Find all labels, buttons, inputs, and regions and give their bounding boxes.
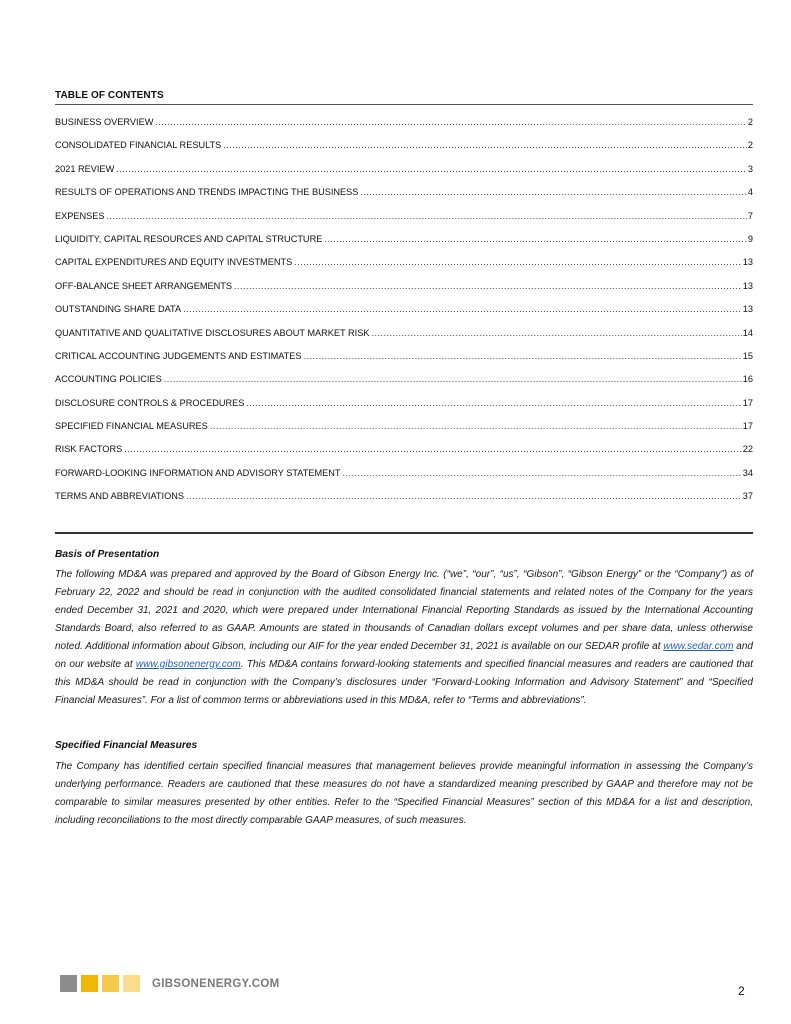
toc-leader [107, 210, 747, 222]
toc-item-label: ACCOUNTING POLICIES [55, 374, 162, 385]
toc-leader [164, 373, 742, 385]
logo-square-yellow [102, 975, 119, 992]
toc-leader [324, 233, 747, 245]
toc-item-label: DISCLOSURE CONTROLS & PROCEDURES [55, 397, 245, 408]
toc-item-page: 17 [742, 397, 753, 408]
toc-item-market-risk[interactable] [55, 327, 753, 350]
toc-item-label: RISK FACTORS [55, 444, 123, 455]
toc-item-accounting-policies[interactable] [55, 373, 753, 396]
toc-leader [294, 256, 742, 268]
toc-leader [155, 116, 747, 128]
toc-item-page: 13 [742, 280, 753, 291]
toc-item-page: 4 [747, 187, 753, 198]
toc-item-risk-factors[interactable] [55, 443, 753, 466]
toc-item-page: 9 [747, 233, 753, 244]
toc-item-page: 22 [742, 444, 753, 455]
toc-title: TABLE OF CONTENTS [55, 90, 164, 101]
basis-text-part: The following MD&A was prepared and approved by the Board of Gibson Energy Inc. (“we”, “our”, “us”, “Gibson”, “Gibson Energy” or the “Company”) as of February 22, 2022 and should be read in conjunction with the audited consolidated financial statements and related notes of the Company for the years ended December 31, 2021 and 2020, which were prepared under International Financial Reporting Standards as issued by the International Accounting Standards Board, also referred to as GAAP. Amounts are stated in thousands of Canadian dollars except volumes and per share data, unless otherwise noted. Additional information about Gibson, including our AIF for the year ended December 31, 2021 is available on our SEDAR profile at [55, 569, 753, 652]
toc-item-page: 2 [747, 117, 753, 127]
toc-item-expenses[interactable] [55, 210, 753, 233]
toc-item-terms-abbreviations[interactable] [55, 490, 753, 513]
logo-square-gray [60, 975, 77, 992]
toc-divider [55, 104, 753, 105]
toc-item-page: 16 [742, 374, 753, 385]
toc-leader [304, 350, 742, 362]
toc-leader [183, 303, 742, 315]
basis-heading: Basis of Presentation [55, 549, 160, 560]
toc-item-capital-expenditures[interactable] [55, 256, 753, 279]
sedar-link[interactable]: www.sedar.com [663, 641, 734, 652]
toc-item-label: TERMS AND ABBREVIATIONS [55, 491, 184, 502]
basis-paragraph [55, 566, 753, 710]
page-number: 2 [738, 984, 745, 998]
toc-item-label: CONSOLIDATED FINANCIAL RESULTS [55, 140, 222, 151]
footer-logo [60, 975, 279, 992]
toc-leader [246, 397, 741, 409]
toc-leader [124, 443, 742, 455]
basis-text-part: . This MD&A contains forward-looking statements and specified financial measures and readers are cautioned that this MD&A should be read in conjunction with the Company’s disclosures under “Forward-Looking Information and Advisory Statement” and “Specified Financial Measures”. For a list of common terms or abbreviations used in this MD&A, refer to “Terms and abbreviations”. [55, 659, 754, 706]
toc-item-forward-looking[interactable] [55, 467, 753, 490]
toc-leader [343, 467, 742, 479]
toc-list [55, 116, 753, 514]
specified-paragraph: The Company has identified certain specified financial measures that management believes provide meaningful information in assessing the Company’s underlying performance. Readers are cautioned that these measures do not have a standardized meaning prescribed by GAAP and therefore may not be comparable to similar measures presented by other entities. Refer to the “Specified Financial Measures” section of this MD&A for a list and description, including reconciliations to the most directly comparable GAAP measures, of such measures. [55, 761, 753, 826]
toc-leader [210, 420, 742, 432]
toc-item-page: 14 [742, 327, 753, 338]
toc-item-page: 15 [742, 350, 753, 361]
toc-item-label: FORWARD-LOOKING INFORMATION AND ADVISORY STATEMENT [55, 467, 341, 478]
toc-leader [371, 327, 741, 339]
toc-item-label: CAPITAL EXPENDITURES AND EQUITY INVESTMENTS [55, 257, 293, 268]
toc-item-label: CRITICAL ACCOUNTING JUDGEMENTS AND ESTIMATES [55, 350, 302, 361]
toc-item-page: 37 [742, 491, 753, 502]
toc-item-label: OUTSTANDING SHARE DATA [55, 304, 182, 315]
toc-item-label: EXPENSES [55, 210, 105, 221]
toc-item-disclosure-controls[interactable] [55, 397, 753, 420]
specified-heading: Specified Financial Measures [55, 740, 198, 751]
toc-item-label: SPECIFIED FINANCIAL MEASURES [55, 421, 208, 432]
toc-item-page: 13 [742, 257, 753, 268]
toc-item-label: QUANTITATIVE AND QUALITATIVE DISCLOSURES ABOUT MARKET RISK [55, 327, 370, 338]
toc-item-liquidity[interactable] [55, 233, 753, 256]
toc-item-label: OFF-BALANCE SHEET ARRANGEMENTS [55, 280, 232, 291]
toc-leader [116, 163, 747, 175]
basis-text-part: and on our website at [55, 641, 753, 670]
logo-square-gold [81, 975, 98, 992]
gibson-website-link[interactable]: www.gibsonenergy.com [135, 659, 241, 670]
toc-item-business-overview[interactable] [55, 116, 753, 139]
toc-item-results-of-operations[interactable] [55, 186, 753, 209]
toc-item-label: LIQUIDITY, CAPITAL RESOURCES AND CAPITAL STRUCTURE [55, 233, 323, 244]
toc-item-specified-financial-measures[interactable] [55, 420, 753, 443]
toc-item-2021-review[interactable] [55, 163, 753, 186]
toc-item-label: 2021 REVIEW [55, 163, 115, 174]
toc-item-critical-accounting[interactable] [55, 350, 753, 373]
logo-text: GIBSONENERGY.COM [152, 977, 280, 990]
toc-item-consolidated-financial-results[interactable] [55, 139, 753, 162]
toc-leader [186, 490, 742, 502]
toc-item-page: 17 [742, 421, 753, 432]
toc-leader [360, 186, 746, 198]
toc-item-page: 3 [747, 163, 753, 174]
toc-item-off-balance-sheet[interactable] [55, 280, 753, 303]
toc-leader [234, 280, 742, 292]
toc-leader [223, 139, 747, 151]
toc-item-page: 7 [747, 210, 753, 221]
toc-item-label: RESULTS OF OPERATIONS AND TRENDS IMPACTING THE BUSINESS [55, 187, 359, 198]
toc-item-outstanding-share-data[interactable] [55, 303, 753, 326]
toc-item-page: 2 [747, 140, 753, 151]
toc-item-page: 13 [742, 304, 753, 315]
toc-item-label: BUSINESS OVERVIEW [55, 117, 154, 127]
section-divider [55, 532, 753, 534]
toc-item-page: 34 [742, 467, 753, 478]
logo-square-light-yellow [123, 975, 140, 992]
